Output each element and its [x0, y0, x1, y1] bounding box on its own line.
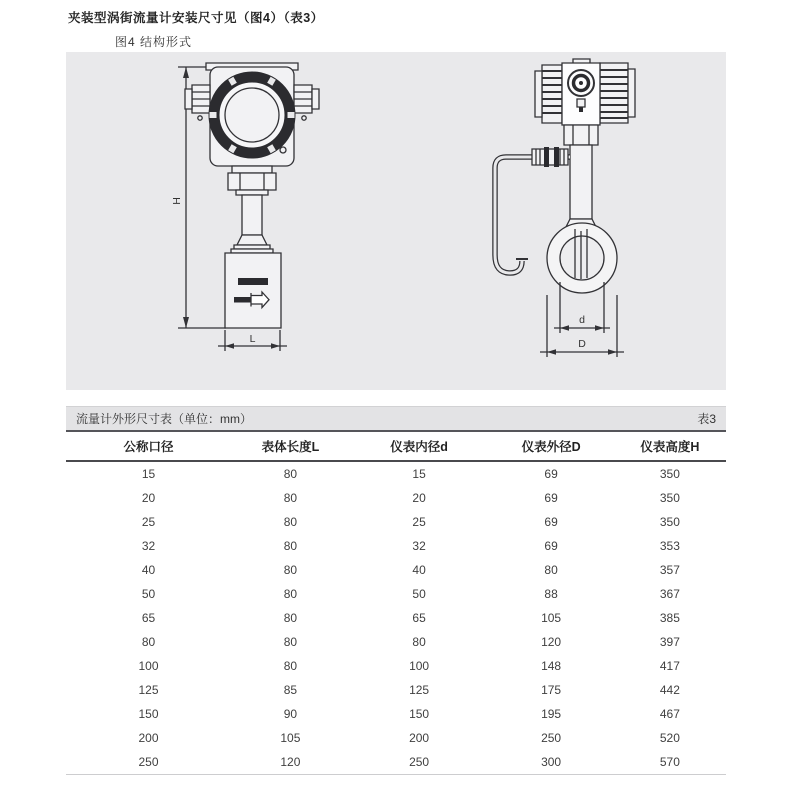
table-title: 流量计外形尺寸表（单位：mm）	[76, 412, 252, 426]
support-stem	[242, 195, 262, 235]
table-cell: 69	[544, 515, 558, 529]
figure-side-view	[470, 55, 680, 385]
table-cell: 105	[541, 611, 562, 625]
table-cell: 80	[283, 587, 298, 601]
table-row	[66, 726, 726, 750]
table-cell: 90	[283, 707, 298, 721]
table-row	[66, 582, 726, 606]
table-cell: 80	[283, 563, 298, 577]
table-cell: 25	[412, 515, 426, 529]
left-fin-cover	[542, 65, 562, 123]
table-cell: 32	[412, 539, 426, 553]
table-cell: 442	[659, 683, 680, 697]
table-cell: 125	[409, 683, 430, 697]
conduit-coupling	[532, 147, 568, 167]
right-fin-cover	[600, 63, 628, 123]
column-header: 仪表高度H	[614, 432, 726, 461]
diagram-panel	[66, 52, 726, 390]
table-row	[66, 678, 726, 702]
table-cell: 100	[138, 659, 159, 673]
table-cell: 80	[283, 659, 298, 673]
table-cell: 520	[659, 731, 680, 745]
transmitter-head-side	[535, 59, 635, 125]
table-cell: 250	[409, 755, 430, 769]
table-cell: 570	[659, 755, 680, 769]
table-cell: 120	[541, 635, 562, 649]
dim-label-H: H	[171, 197, 183, 205]
table-cell: 467	[659, 707, 680, 721]
table-cell: 150	[138, 707, 159, 721]
table-cell: 100	[409, 659, 430, 673]
table-cell: 200	[138, 731, 159, 745]
table-cell: 195	[541, 707, 562, 721]
table-cell: 150	[409, 707, 430, 721]
dim-label-D: D	[578, 338, 586, 350]
column-header: 表体长度L	[231, 432, 350, 461]
table-cell: 397	[659, 635, 680, 649]
table-cell: 353	[659, 539, 680, 553]
table-cell: 80	[283, 491, 298, 505]
table-cell: 357	[659, 563, 680, 577]
table-tag: 表3	[697, 412, 716, 426]
table-cell: 80	[283, 635, 298, 649]
neck-adapter	[228, 166, 276, 195]
table-cell: 80	[141, 635, 156, 649]
column-header: 公称口径	[66, 432, 231, 461]
table-row	[66, 654, 726, 678]
column-header: 仪表外径D	[488, 432, 613, 461]
table-cell: 50	[141, 587, 156, 601]
table-cell: 250	[138, 755, 159, 769]
table-row	[66, 606, 726, 630]
table-cell: 417	[659, 659, 680, 673]
table-cell: 40	[141, 563, 156, 577]
table-cell: 20	[412, 491, 426, 505]
table-row	[66, 750, 726, 775]
table-row	[66, 461, 726, 486]
page-title: 夹装型涡街流量计安装尺寸见（图4）（表3）	[68, 11, 324, 25]
table-cell: 350	[659, 491, 680, 505]
table-cell: 65	[141, 611, 156, 625]
hex-nut	[564, 125, 598, 145]
table-row	[66, 486, 726, 510]
table-cell: 367	[659, 587, 680, 601]
stem-flare	[231, 235, 273, 253]
table-cell: 69	[544, 467, 558, 481]
figure-caption: 图4 结构形式	[115, 35, 193, 49]
table-title-bar	[66, 406, 726, 432]
table-cell: 148	[541, 659, 562, 673]
column-header: 仪表内径d	[350, 432, 489, 461]
table-cell: 120	[280, 755, 301, 769]
figure-front-view	[170, 55, 340, 385]
table-cell: 80	[283, 515, 298, 529]
table-cell: 385	[659, 611, 680, 625]
display-window	[225, 88, 279, 142]
table-row	[66, 534, 726, 558]
table-cell: 32	[141, 539, 156, 553]
table-cell: 250	[541, 731, 562, 745]
dim-label-d: d	[579, 314, 585, 326]
table-cell: 65	[412, 611, 426, 625]
flow-body	[225, 253, 281, 328]
table-cell: 85	[283, 683, 298, 697]
table-cell: 20	[141, 491, 156, 505]
table-row	[66, 558, 726, 582]
table-cell: 350	[659, 467, 680, 481]
table-cell: 80	[283, 467, 298, 481]
support-stem-side	[570, 145, 592, 219]
table-cell: 80	[412, 635, 426, 649]
table-row	[66, 702, 726, 726]
table-cell: 175	[541, 683, 562, 697]
table-cell: 200	[409, 731, 430, 745]
table-cell: 25	[141, 515, 156, 529]
dim-label-L: L	[249, 333, 256, 345]
table-cell: 69	[544, 491, 558, 505]
table-cell: 125	[138, 683, 159, 697]
table-cell: 15	[412, 467, 426, 481]
transmitter-head	[185, 63, 319, 166]
table-row	[66, 630, 726, 654]
table-header-row	[66, 432, 726, 461]
table-cell: 69	[544, 539, 558, 553]
table-row	[66, 510, 726, 534]
table-cell: 105	[280, 731, 301, 745]
nameplate	[238, 278, 268, 285]
dimensions-table	[66, 432, 726, 775]
table-cell: 15	[141, 467, 156, 481]
table-cell: 88	[544, 587, 558, 601]
table-cell: 80	[544, 563, 558, 577]
table-cell: 300	[541, 755, 562, 769]
wafer-body	[547, 223, 617, 293]
table-cell: 50	[412, 587, 426, 601]
table-cell: 40	[412, 563, 426, 577]
table-cell: 80	[283, 539, 298, 553]
table-cell: 80	[283, 611, 298, 625]
table-cell: 350	[659, 515, 680, 529]
